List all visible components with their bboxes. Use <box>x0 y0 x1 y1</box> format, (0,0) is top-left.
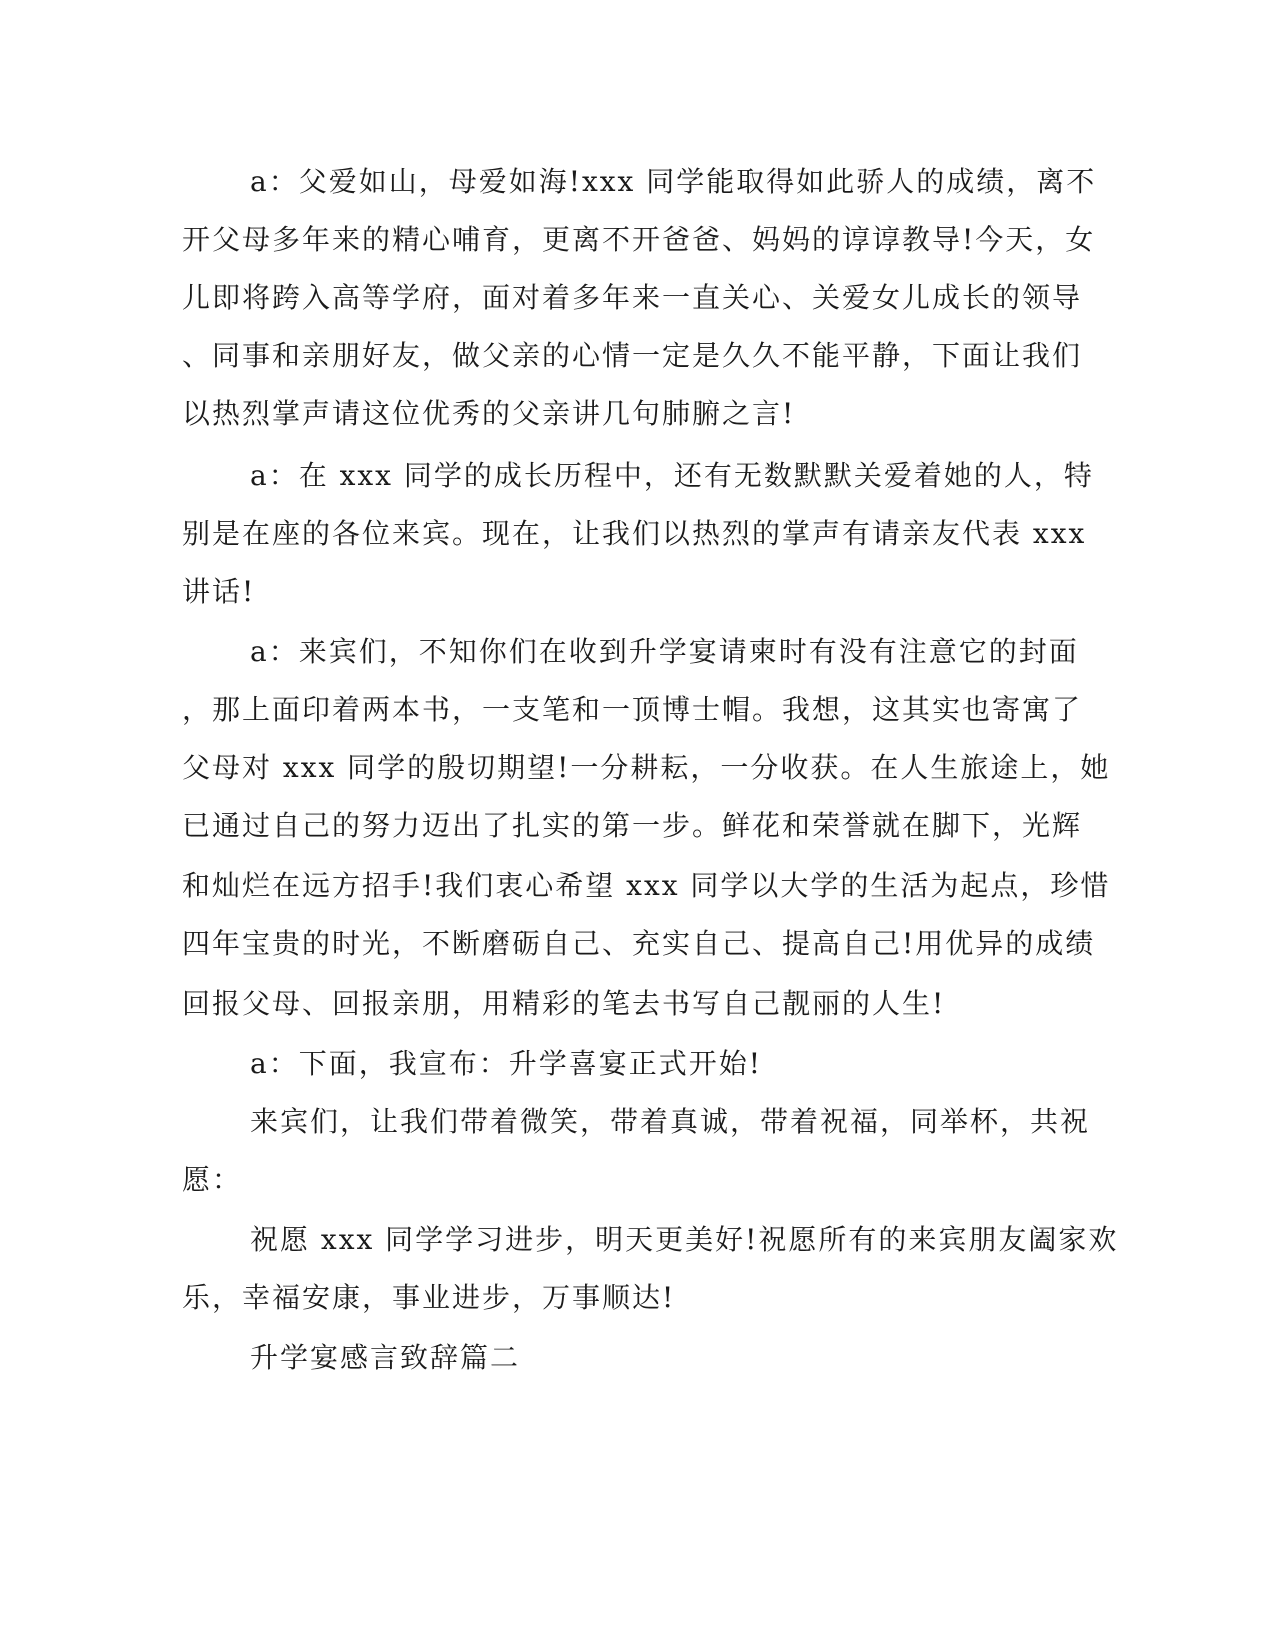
text-line: 儿即将跨入高等学府，面对着多年来一直关心、关爱女儿成长的领导 <box>182 281 1083 314</box>
text-line: 已通过自己的努力迈出了扎实的第一步。鲜花和荣誉就在脚下，光辉 <box>182 809 1083 842</box>
text-line: 来宾们，让我们带着微笑，带着真诚，带着祝福，同举杯，共祝 <box>250 1105 1091 1138</box>
text-line: 回报父母、回报亲朋，用精彩的笔去书写自己靓丽的人生! <box>182 987 946 1020</box>
text-line: 开父母多年来的精心哺育，更离不开爸爸、妈妈的谆谆教导!今天，女 <box>182 223 1096 256</box>
text-line: a：下面，我宣布：升学喜宴正式开始! <box>250 1047 762 1080</box>
text-line: 、同事和亲朋好友，做父亲的心情一定是久久不能平静，下面让我们 <box>182 339 1083 372</box>
text-line: 和灿烂在远方招手!我们衷心希望 xxx 同学以大学的生活为起点，珍惜 <box>182 869 1111 902</box>
text-line: 父母对 xxx 同学的殷切期望!一分耕耘，一分收获。在人生旅途上，她 <box>182 751 1111 784</box>
text-line: 四年宝贵的时光，不断磨砺自己、充实自己、提高自己!用优异的成绩 <box>182 927 1096 960</box>
text-line: 讲话! <box>182 575 256 608</box>
text-line: a：来宾们，不知你们在收到升学宴请柬时有没有注意它的封面 <box>250 635 1079 668</box>
text-line: 乐，幸福安康，事业进步，万事顺达! <box>182 1281 676 1314</box>
text-line: a：父爱如山，母爱如海!xxx 同学能取得如此骄人的成绩，离不 <box>250 165 1097 198</box>
section-heading: 升学宴感言致辞篇二 <box>250 1341 521 1374</box>
text-line: 以热烈掌声请这位优秀的父亲讲几句肺腑之言! <box>182 397 796 430</box>
text-line: 祝愿 xxx 同学学习进步，明天更美好!祝愿所有的来宾朋友阖家欢 <box>250 1223 1119 1256</box>
text-line: 愿： <box>182 1163 243 1196</box>
text-line: ，那上面印着两本书，一支笔和一顶博士帽。我想，这其实也寄寓了 <box>182 693 1083 726</box>
text-line: a：在 xxx 同学的成长历程中，还有无数默默关爱着她的人，特 <box>250 459 1094 492</box>
text-line: 别是在座的各位来宾。现在，让我们以热烈的掌声有请亲友代表 xxx <box>182 517 1087 550</box>
